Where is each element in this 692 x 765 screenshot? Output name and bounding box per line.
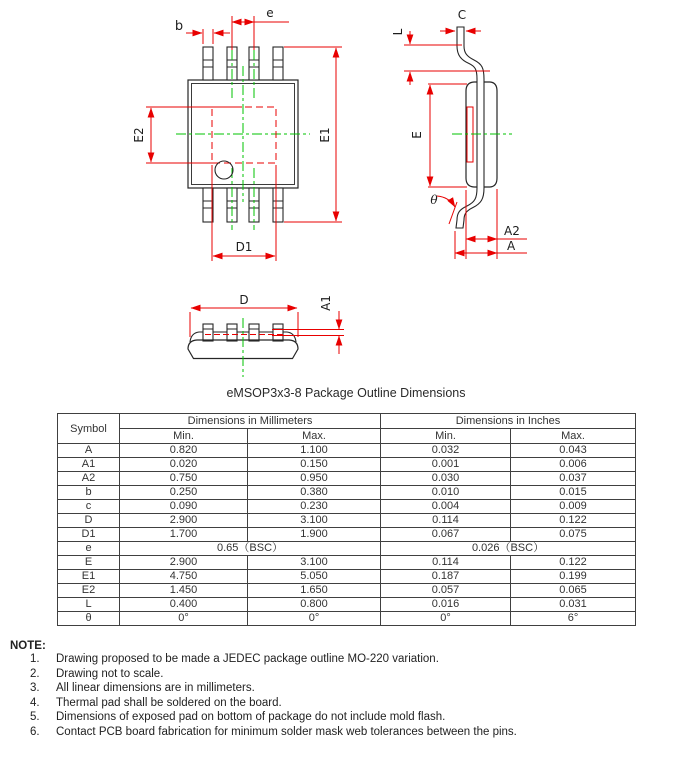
dim-label-theta: θ	[430, 193, 438, 207]
cell-symbol: c	[58, 500, 120, 514]
note-text: All linear dimensions are in millimeters.	[56, 682, 255, 694]
cell-mm-min: 0°	[120, 612, 248, 626]
cell-in-min: 0.067	[381, 528, 511, 542]
cell-mm-max: 3.100	[248, 514, 381, 528]
note-text: Dimensions of exposed pad on bottom of package do not include mold flash.	[56, 711, 446, 723]
header-in-max: Max.	[511, 429, 636, 444]
cell-mm-max: 1.650	[248, 584, 381, 598]
cell-mm-max: 0.230	[248, 500, 381, 514]
note-item	[10, 652, 682, 667]
dim-label-E2: E2	[132, 127, 146, 143]
cell-mm-min: 2.900	[120, 556, 248, 570]
cell-mm-max: 0.380	[248, 486, 381, 500]
table-row	[58, 472, 636, 486]
cell-mm-max: 0.800	[248, 598, 381, 612]
dim-label-D1: D1	[235, 240, 253, 254]
dim-label-A1: A1	[319, 295, 333, 311]
cell-mm-max: 1.900	[248, 528, 381, 542]
table-row	[58, 570, 636, 584]
note-text: Drawing proposed to be made a JEDEC package outline MO-220 variation.	[56, 653, 439, 665]
page-title: eMSOP3x3-8 Package Outline Dimensions	[226, 386, 466, 400]
cell-mm-min: 0.090	[120, 500, 248, 514]
cell-in-max: 0.199	[511, 570, 636, 584]
header-symbol: Symbol	[58, 414, 120, 444]
exposed-pad-outline	[212, 107, 276, 163]
cell-symbol: b	[58, 486, 120, 500]
header-mm-min: Min.	[120, 429, 248, 444]
cell-symbol: L	[58, 598, 120, 612]
cell-mm-min: 0.250	[120, 486, 248, 500]
cell-in-max: 0.122	[511, 514, 636, 528]
cell-mm-max: 1.100	[248, 444, 381, 458]
notes-section	[10, 640, 682, 739]
cell-in-min: 0.030	[381, 472, 511, 486]
dim-label-E: E	[410, 131, 424, 139]
table-row	[58, 514, 636, 528]
cell-mm-span: 0.65（BSC）	[120, 542, 381, 556]
pin1-marker	[215, 161, 233, 179]
cell-mm-min: 2.900	[120, 514, 248, 528]
note-text: Contact PCB board fabrication for minimum solder mask web tolerances between the pins.	[56, 725, 517, 738]
dim-label-E1: E1	[318, 127, 332, 143]
cell-symbol: D1	[58, 528, 120, 542]
header-in-min: Min.	[381, 429, 511, 444]
cell-symbol: D	[58, 514, 120, 528]
note-item	[10, 725, 682, 740]
side-view	[391, 8, 527, 259]
header-in-group: Dimensions in Inches	[381, 414, 636, 429]
note-number: 2.	[30, 667, 40, 680]
cell-mm-min: 0.750	[120, 472, 248, 486]
cell-mm-max: 3.100	[248, 556, 381, 570]
note-number: 5.	[30, 711, 40, 723]
cell-in-min: 0.001	[381, 458, 511, 472]
note-number: 3.	[30, 682, 40, 694]
note-item	[10, 696, 682, 711]
top-view	[132, 6, 342, 261]
cell-in-max: 6°	[511, 612, 636, 626]
cell-in-max: 0.031	[511, 598, 636, 612]
note-item	[10, 681, 682, 696]
table-row	[58, 598, 636, 612]
top-view-dimensions	[146, 16, 342, 261]
note-text: Thermal pad shall be soldered on the board.	[56, 696, 282, 709]
cell-mm-min: 1.700	[120, 528, 248, 542]
header-mm-max: Max.	[248, 429, 381, 444]
cell-in-min: 0°	[381, 612, 511, 626]
cell-in-min: 0.004	[381, 500, 511, 514]
table-row-bsc	[58, 542, 636, 556]
cell-symbol: A1	[58, 458, 120, 472]
cell-symbol: E2	[58, 584, 120, 598]
cell-symbol: E	[58, 556, 120, 570]
dim-label-e: e	[266, 6, 274, 20]
cell-in-min: 0.010	[381, 486, 511, 500]
table-row	[58, 528, 636, 542]
cell-in-min: 0.114	[381, 514, 511, 528]
table-row	[58, 458, 636, 472]
cell-mm-min: 0.400	[120, 598, 248, 612]
table-row	[58, 612, 636, 626]
table-row	[58, 486, 636, 500]
table-row	[58, 500, 636, 514]
cell-in-max: 0.075	[511, 528, 636, 542]
cell-in-max: 0.122	[511, 556, 636, 570]
dim-label-D: D	[239, 293, 249, 307]
cell-mm-max: 0.950	[248, 472, 381, 486]
dim-label-A: A	[507, 239, 516, 253]
cell-symbol: A	[58, 444, 120, 458]
cell-in-max: 0.006	[511, 458, 636, 472]
table-row	[58, 584, 636, 598]
cell-mm-min: 0.820	[120, 444, 248, 458]
note-number: 6.	[30, 725, 40, 738]
note-item	[10, 710, 682, 725]
cell-mm-max: 0.150	[248, 458, 381, 472]
dim-label-L: L	[391, 28, 405, 36]
cell-in-max: 0.015	[511, 486, 636, 500]
note-item	[10, 667, 682, 682]
cell-in-min: 0.057	[381, 584, 511, 598]
table-row	[58, 444, 636, 458]
dim-label-C: C	[457, 8, 467, 22]
cell-mm-min: 1.450	[120, 584, 248, 598]
dimensions-table	[57, 413, 636, 626]
header-mm-group: Dimensions in Millimeters	[120, 414, 381, 429]
cell-mm-min: 4.750	[120, 570, 248, 584]
cell-in-max: 0.043	[511, 444, 636, 458]
note-text: Drawing not to scale.	[56, 667, 164, 680]
note-number: 4.	[30, 696, 40, 709]
cell-symbol: e	[58, 542, 120, 556]
cell-symbol: θ	[58, 612, 120, 626]
front-view	[188, 293, 344, 377]
cell-mm-max: 0°	[248, 612, 381, 626]
cell-mm-min: 0.020	[120, 458, 248, 472]
table-header-row	[58, 414, 636, 429]
cell-symbol: A2	[58, 472, 120, 486]
cell-in-min: 0.016	[381, 598, 511, 612]
centerlines-top-view	[176, 50, 310, 230]
cell-in-max: 0.037	[511, 472, 636, 486]
table-subheader-row	[58, 429, 636, 444]
cell-in-max: 0.065	[511, 584, 636, 598]
dim-label-b: b	[174, 19, 184, 34]
cell-in-max: 0.009	[511, 500, 636, 514]
dim-label-A2: A2	[504, 224, 520, 238]
cell-mm-max: 5.050	[248, 570, 381, 584]
cell-symbol: E1	[58, 570, 120, 584]
cell-in-span: 0.026（BSC）	[381, 542, 636, 556]
notes-heading: NOTE:	[10, 640, 46, 652]
note-number: 1.	[30, 653, 40, 665]
cell-in-min: 0.187	[381, 570, 511, 584]
table-row	[58, 556, 636, 570]
cell-in-min: 0.032	[381, 444, 511, 458]
cell-in-min: 0.114	[381, 556, 511, 570]
